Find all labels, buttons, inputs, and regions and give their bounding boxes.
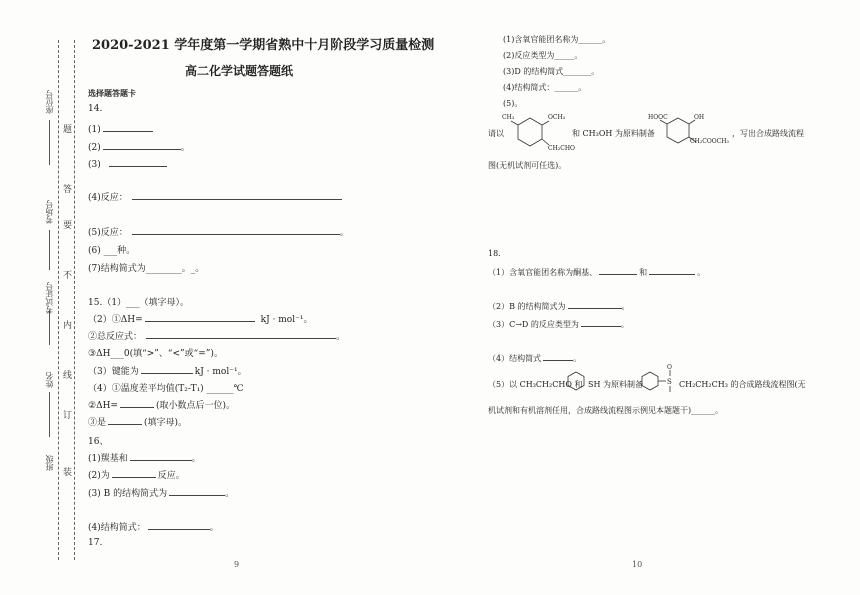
q18-5-note: 机试剂和有机溶剂任用，合成路线流程图示例见本题题干)______。 [488,406,724,415]
sulfone-product-structure [640,366,680,396]
exam-title: 2020-2021 学年度第一学期省熟中十月阶段学习质量检测 [92,38,435,53]
q15-1: 15.（1）___（填字母）。 [88,298,190,308]
q14-3: (3) [88,157,167,170]
label-hooc: HOOC [648,114,668,121]
q18-4: （4）结构简式 。 [488,351,581,364]
q17-3: (3)D 的结构简式_______。 [503,67,600,76]
seat-number-blank [49,120,50,165]
binding-char-7: 订 [63,411,73,421]
q15-3: （3）键能为 kJ · mol⁻¹。 [88,364,247,377]
binding-char-1: 题 [63,125,73,135]
page-number-right: 10 [632,560,643,569]
exam-id-label: 考试证号 [45,282,54,314]
q18-3: （3）C→D 的反应类型为 。 [488,317,629,330]
exam-room-blank [49,230,50,270]
q17-synthesis-note: 图(无机试剂可任选)。 [488,161,567,170]
label-s: S [667,378,672,386]
label-ch2cooch3: CH₂COOCH₃ [690,138,729,145]
q16-4: (4)结构简式： 。 [88,520,219,533]
q14-5: (5)反应： 。 [88,225,349,238]
binding-char-6: 线 [63,371,73,381]
q15-4c: ③是 (填字母)。 [88,415,187,428]
binding-char-3: 要 [63,221,73,231]
section-heading: 选择题答题卡 [88,88,136,98]
q18-2: （2）B 的结构简式为 。 [488,299,630,312]
name-label: 姓名 [45,372,54,388]
binding-line-inner [74,40,75,560]
q14-1: (1) [88,122,153,135]
q17-4: (4)结构简式：______。 [503,83,587,92]
q17-synthesis-prefix: 请以 [488,129,504,138]
binding-line-outer [58,40,59,560]
class-label: 班级 [45,455,54,471]
binding-char-8: 装 [63,468,73,478]
thiophenol-structure [566,370,586,392]
q15-4a: （4）①温度差平均值(T₂-T₁) ______℃ [88,384,244,394]
seat-number-label: 座位号 [45,90,54,114]
q14-7: (7)结构简式为________。_。 [88,264,205,274]
q17-heading: 17. [88,538,103,548]
page-number-left: 9 [234,560,240,569]
label-och3: OCH₃ [548,114,566,121]
q17-synthesis-suffix: ，写出合成路线流程 [732,129,804,138]
label-ch3: CH₃ [502,114,515,121]
q18-5-prefix: （5）以 CH₃CH₂CHO 和 [488,380,583,389]
q15-2a: （2）①ΔH= kJ · mol⁻¹。 [88,312,312,325]
q17-5: (5)。 [503,99,523,108]
name-blank [49,392,50,437]
binding-char-2: 答 [63,185,73,195]
q15-2c: ③ΔH___0(填“>”、“<”或“=”)。 [88,349,223,359]
q15-4b: ②ΔH= (取小数点后一位)。 [88,398,235,411]
q14-heading: 14. [88,104,103,114]
q16-2: (2)为 反应。 [88,468,185,481]
exam-subtitle: 高二化学试题答题纸 [185,64,294,78]
q15-2b: ②总反应式： 。 [88,329,345,342]
q18-heading: 18. [488,249,501,258]
q16-1: (1)羰基和 。 [88,451,201,464]
q14-6: (6) ___种。 [88,246,136,256]
q17-synthesis-mid: 和 CH₃OH 为原料制备 [572,129,655,138]
q18-5-mid: SH 为原料制备 [588,380,643,389]
label-oh: OH [694,114,705,121]
q14-4: (4)反应： [88,190,342,203]
label-o: O [667,364,672,371]
q18-5-suffix: CH₂CH₂CH₃ 的合成路线流程图(无 [679,380,806,389]
binding-char-5: 内 [63,321,73,331]
q17-2: (2)反应类型为_____。 [503,51,583,60]
q17-1: (1)含氧官能团名称为______。 [503,35,611,44]
exam-id-blank [49,310,50,345]
q16-3: (3) B 的结构简式为 。 [88,486,234,499]
q14-2: (2) 。 [88,140,190,153]
q18-1: （1）含氧官能团名称为酮基、 和 。 [488,265,705,278]
binding-char-4: 不 [63,271,73,281]
q16-heading: 16、 [88,437,109,447]
exam-room-label: 考场号 [45,200,54,224]
label-ch2cho: CH₂CHO [548,145,575,152]
